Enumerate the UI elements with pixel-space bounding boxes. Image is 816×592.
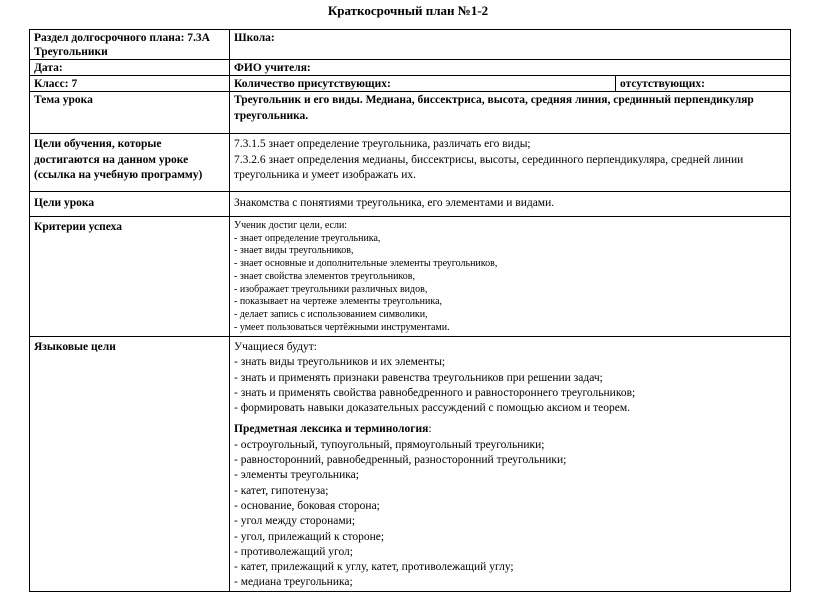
present-label: Количество присутствующих: [230, 76, 616, 92]
criteria-item: - изображает треугольники различных видов, [234, 283, 428, 295]
language-intro: Учащиеся будут: [234, 341, 317, 353]
language-item: - знать и применять свойства равнобедренного и равностороннего треугольников; [234, 386, 636, 399]
criteria-item: - делает запись с использованием символики, [234, 308, 428, 320]
criteria-item: - знает свойства элементов треугольников, [234, 270, 416, 282]
vocab-item: - катет, прилежащий к углу, катет, противолежащий углу; [234, 561, 514, 574]
language-item: - знать виды треугольников и их элементы; [234, 356, 446, 369]
criteria-item: - знает основные и дополнительные элементы треугольников, [234, 258, 498, 270]
teacher-label: ФИО учителя: [230, 60, 791, 76]
goals-label: Цели обучения, которые достигаются на данном уроке (ссылка на учебную программу) [30, 134, 230, 192]
criteria-value [230, 217, 791, 337]
lesson-goals-label: Цели урока [30, 192, 230, 217]
date-label: Дата: [30, 60, 230, 76]
school-label: Школа: [230, 30, 791, 60]
document-title: Краткосрочный план №1-2 [327, 3, 489, 18]
criteria-label: Критерии успеха [30, 217, 230, 337]
criteria-intro: Ученик достиг цели, если: [234, 220, 348, 231]
row-language [30, 337, 791, 592]
row-lesson-goals [30, 192, 791, 217]
criteria-item: - показывает на чертеже элементы треугольника, [234, 296, 443, 308]
vocab-colon: : [428, 423, 432, 436]
vocab-item: - равносторонний, равнобедренный, разносторонний треугольники; [234, 454, 567, 467]
row-topic [30, 92, 791, 134]
language-item: - формировать навыки доказательных рассуждений с помощью аксиом и теорем. [234, 402, 631, 415]
row-class [30, 76, 791, 92]
vocab-item: - основание, боковая сторона; [234, 499, 380, 512]
topic-value: Треугольник и его виды. Медиана, биссектриса, высота, средняя линия, срединный перпендикуляр треугольника. [230, 92, 791, 134]
lesson-plan-table [29, 29, 791, 592]
class-label: Класс: 7 [30, 76, 230, 92]
vocab-item: - элементы треугольника; [234, 469, 359, 482]
section-label: Раздел долгосрочного плана: 7.3А Треугольники [30, 30, 230, 60]
vocab-item: - угол, прилежащий к стороне; [234, 530, 385, 543]
vocab-item: - остроугольный, тупоугольный, прямоугольный треугольники; [234, 438, 545, 451]
vocab-item: - катет, гипотенуза; [234, 484, 329, 497]
criteria-item: - умеет пользоваться чертёжными инструментами. [234, 321, 450, 333]
absent-label: отсутствующих: [616, 76, 791, 92]
row-goals [30, 134, 791, 192]
language-value [230, 337, 791, 592]
goals-value [230, 134, 791, 192]
goal-line: 7.3.2.6 знает определения медианы, биссектрисы, высоты, серединного перпендикуляра, средней линии треугольника и умеет изображать их. [234, 153, 744, 181]
goal-line: 7.3.1.5 знает определение треугольника, различать его виды; [234, 138, 531, 150]
lesson-goals-value: Знакомства с понятиями треугольника, его элементами и видами. [230, 192, 791, 217]
topic-label: Тема урока [30, 92, 230, 134]
vocab-heading: Предметная лексика и терминология [234, 423, 429, 436]
vocab-heading-line [234, 422, 786, 437]
language-label: Языковые цели [30, 337, 230, 592]
vocab-item: - медиана треугольника; [234, 576, 353, 589]
criteria-item: - знает виды треугольников, [234, 245, 354, 257]
vocab-item: - противолежащий угол; [234, 545, 353, 558]
row-date [30, 60, 791, 76]
criteria-item: - знает определение треугольника, [234, 232, 381, 244]
vocab-item: - угол между сторонами; [234, 515, 356, 528]
row-section [30, 30, 791, 60]
row-criteria [30, 217, 791, 337]
language-item: - знать и применять признаки равенства треугольников при решении задач; [234, 371, 603, 384]
